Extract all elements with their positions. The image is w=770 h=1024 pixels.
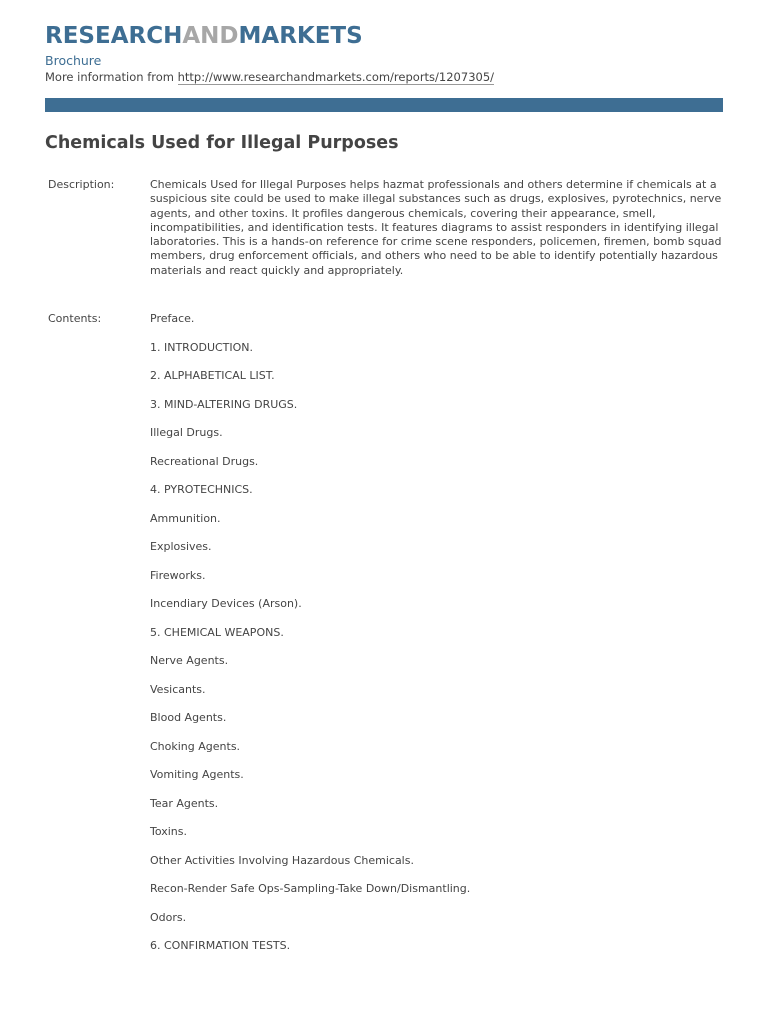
contents-item: 4. PYROTECHNICS. bbox=[150, 483, 253, 496]
report-link[interactable]: http://www.researchandmarkets.com/reports/1207305/ bbox=[177, 70, 495, 84]
description-label: Description: bbox=[48, 178, 115, 191]
page-title: Chemicals Used for Illegal Purposes bbox=[45, 133, 399, 153]
contents-item: Toxins. bbox=[150, 825, 188, 838]
contents-label: Contents: bbox=[48, 312, 102, 325]
contents-item: 2. ALPHABETICAL LIST. bbox=[150, 369, 275, 382]
contents-item: Explosives. bbox=[150, 540, 212, 553]
contents-item: Choking Agents. bbox=[150, 739, 241, 753]
header-divider-bar bbox=[45, 98, 723, 112]
contents-item: Nerve Agents. bbox=[150, 654, 229, 667]
more-info-prefix: More information from bbox=[45, 70, 178, 84]
contents-item: Recreational Drugs. bbox=[150, 454, 259, 468]
logo-and-text: AND bbox=[182, 23, 239, 49]
researchandmarkets-logo bbox=[45, 22, 363, 50]
contents-item: Other Activities Involving Hazardous Chemicals. bbox=[150, 853, 414, 867]
more-info-line bbox=[45, 70, 494, 85]
contents-item: Odors. bbox=[150, 910, 187, 924]
contents-item: 5. CHEMICAL WEAPONS. bbox=[150, 625, 284, 639]
contents-item: Vesicants. bbox=[150, 682, 206, 696]
contents-item: Blood Agents. bbox=[150, 711, 227, 724]
contents-item: Incendiary Devices (Arson). bbox=[150, 597, 302, 610]
contents-item: Vomiting Agents. bbox=[150, 768, 244, 781]
contents-item: Fireworks. bbox=[150, 568, 206, 582]
contents-item: 1. INTRODUCTION. bbox=[150, 340, 254, 354]
contents-item: Illegal Drugs. bbox=[150, 426, 223, 439]
description-text: Chemicals Used for Illegal Purposes helps hazmat professionals and others determine if chemicals at a suspicious site could be used to make illegal substances such as drugs, explosives, pyrotechnics, nerve agents, and other toxins. It profiles dangerous chemicals, covering their appearance, smell, incompatibilities, and identification tests. It features diagrams to assist responders in identifying illegal laboratories. This is a hands-on reference for crime scene responders, policemen, firemen, bomb squad members, drug enforcement officials, and others who need to be able to identify potentially hazardous materials and react quickly and appropriately. bbox=[150, 178, 722, 277]
contents-item: Ammunition. bbox=[150, 511, 221, 525]
contents-item: 3. MIND-ALTERING DRUGS. bbox=[150, 397, 298, 411]
logo-markets-text: MARKETS bbox=[238, 23, 363, 49]
contents-item: 6. CONFIRMATION TESTS. bbox=[150, 939, 291, 952]
contents-item: Preface. bbox=[150, 312, 195, 325]
contents-list bbox=[150, 312, 470, 968]
contents-item: Tear Agents. bbox=[150, 796, 219, 810]
brochure-label: Brochure bbox=[45, 53, 102, 68]
contents-item: Recon-Render Safe Ops-Sampling-Take Down/Dismantling. bbox=[150, 882, 471, 895]
logo-research-text: RESEARCH bbox=[45, 23, 183, 49]
